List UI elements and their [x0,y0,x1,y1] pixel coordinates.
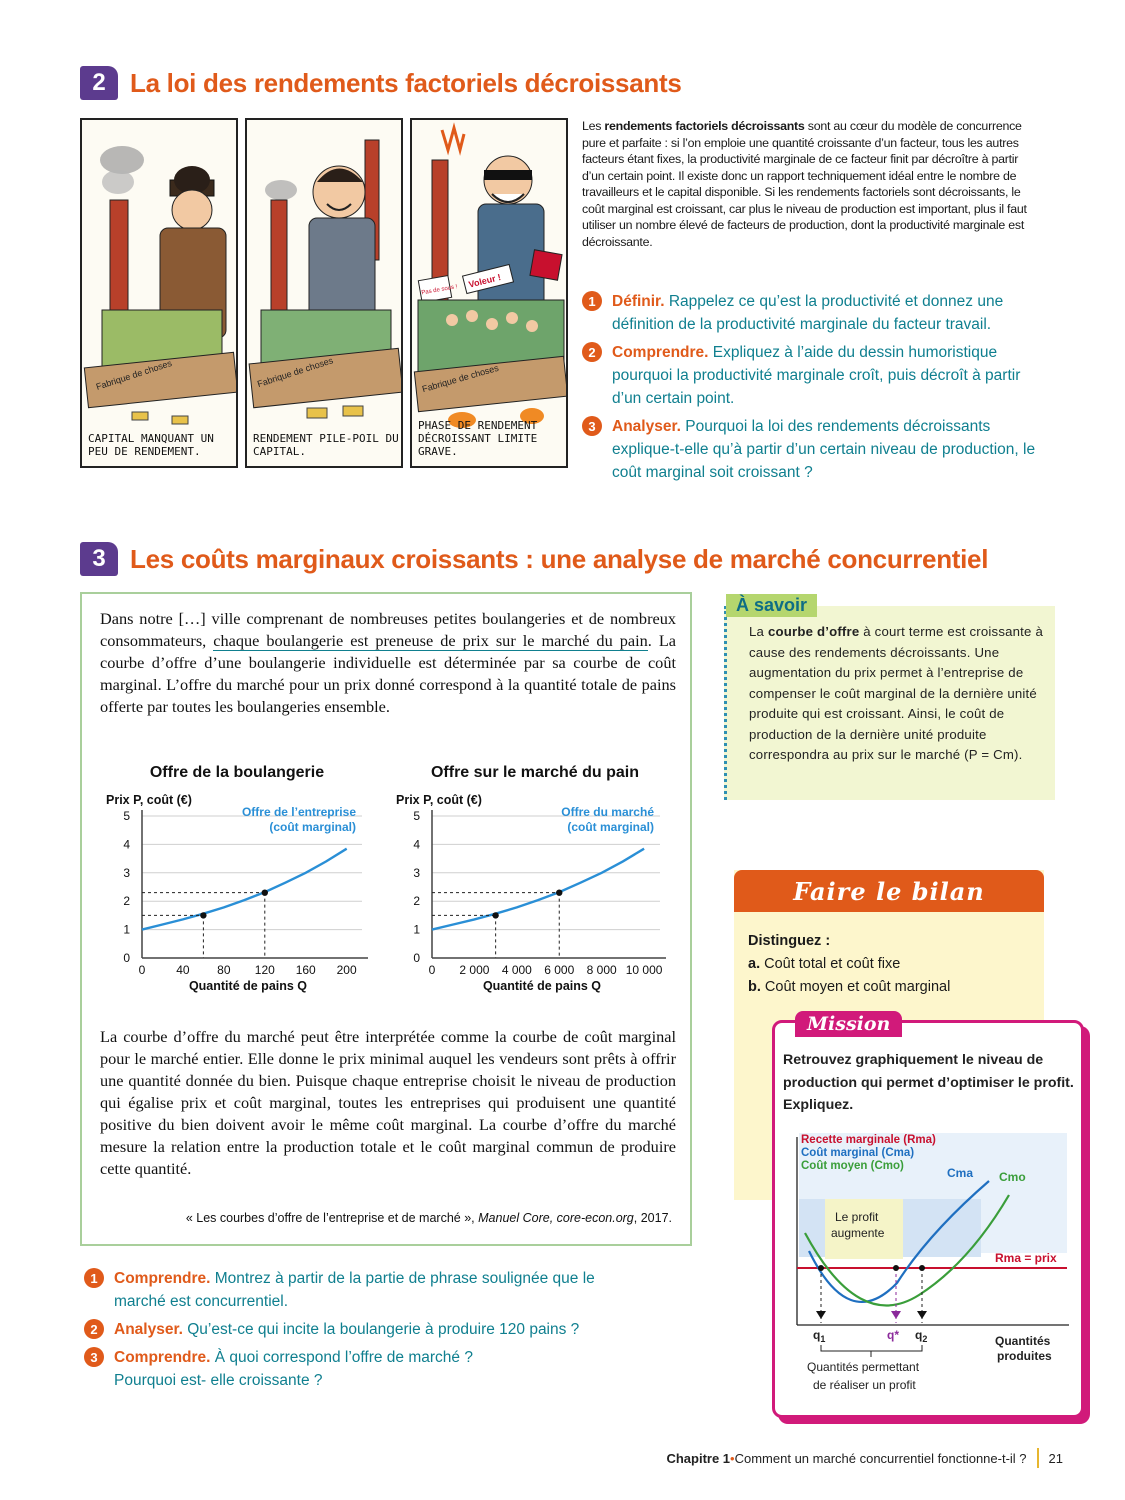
y-tick-label: 4 [123,837,130,852]
section-2-header [80,66,681,100]
intro-text-post: sont au cœur du modèle de concurrence pure et parfaite : si l’on emploie une quantité croissante d’un facteur, tous les autres facteurs étant fixes, la productivité marginale de ce facteur finit par décroître à partir d’un certain point. Il existe donc un rapport techniquement idéal entre le nombre de travailleurs et le capital disponible. Si les rendements factoriels sont décroissants, le coût marginal est croissant, car plus le niveau de production est important, plus il faut utiliser un nombre élevé de facteurs de production, dont la productivité marginale est décroissante. [582,119,1027,249]
note-line-2: de réaliser un profit [813,1378,916,1392]
cartoon-drawing-1 [82,120,238,468]
question-text: Montrez à partir de la partie de phrase soulignée que le marché est concurrentiel. [114,1270,595,1310]
section-3-questions [84,1267,604,1397]
underlined-phrase: chaque boulangerie est preneuse de prix sur le marché du pain [213,631,648,650]
cartoon-drawing-2 [247,120,403,468]
chart-2 [388,788,678,1010]
y-tick-label: 3 [123,865,130,880]
a-savoir-text [724,606,1055,800]
cartoon-panel-2 [245,118,403,468]
question-text: Expliquez à l’aide du dessin humoristique pourquoi la productivité marginale croît, puis décroît à partir d’un certain point. [612,344,1021,407]
y-tick-label: 2 [123,894,130,909]
intro-text-pre: Les [582,119,605,133]
highlight-point [200,912,206,918]
page-footer [666,1448,1063,1468]
x-tick-label: 200 [336,963,357,977]
para1-text-a: Dans notre […] ville comprenant de nombreuses petites boulangeries et de nombreux consommateurs, [100,609,676,650]
x-tick-label: 2 000 [459,963,490,977]
legend-cmo: Coût moyen (Cmo) [801,1160,904,1172]
y-tick-label: 0 [413,951,420,965]
bilan-item-text: Coût moyen et coût marginal [760,979,951,995]
document-box [80,592,692,1246]
label-profit-2: augmente [831,1226,885,1240]
x-axis-label: Quantité de pains Q [188,979,308,993]
bilan-item-text: Coût total et coût fixe [760,956,901,972]
y-tick-label: 4 [413,837,420,852]
question-number: 1 [84,1268,104,1288]
question-keyword: Définir. [612,293,665,310]
highlight-point [492,912,498,918]
supply-curve [142,849,347,930]
cartoon-strip [80,118,568,468]
section-title: La loi des rendements factoriels décroissants [130,67,682,98]
bilan-lead: Distinguez : [748,933,831,949]
x-tick-label: 6 000 [544,963,575,977]
sign-pas-de-sous: Pas de sous ! [421,284,458,297]
y-tick-label: 5 [123,809,130,823]
cartoon-caption-3: PHASE DE RENDEMENT DÉCROISSANT LIMITE GRAVE. [418,419,538,458]
x-tick-label: 0 [428,963,436,977]
source-year: , 2017. [633,1211,672,1225]
label-q1: $q_1$ [813,1328,826,1344]
legend-rma: Recette marginale (Rma) [801,1134,936,1146]
question-text: Rappelez ce qu’est la productivité et donnez une définition de la productivité marginale du facteur travail. [612,293,1004,333]
savoir-text-post: à court terme est croissante à cause des rendements décroissants. Une augmentation du prix permet à l’entreprise de compenser le coût marginal de la dernière unité produite qui est croissant. Ainsi, le coût de production de la dernière unité produite correspondra au prix sur le marché (P = Cm). [749,624,1043,762]
y-tick-label: 5 [413,809,420,823]
label-qstar: q* [887,1328,899,1342]
note-line-1: Quantités permettant [807,1360,920,1374]
question-item [582,415,1052,484]
factory-sign-3: Fabrique de choses [420,362,500,395]
cartoon-caption-1: CAPITAL MANQUANT UN PEU DE RENDEMENT. [88,432,214,458]
section-number: 2 [80,66,118,100]
y-tick-label: 1 [123,922,130,937]
mission-diagram [779,1123,1077,1413]
cartoon-drawing-3 [412,120,568,468]
cartoon-caption-2: RENDEMENT PILE-POIL DU CAPITAL. [253,432,399,458]
section-number: 3 [80,542,118,576]
chart-1-title: Offre de la boulangerie [149,764,325,781]
y-tick-label: 1 [413,922,420,937]
question-item [582,290,1052,336]
question-item [84,1267,604,1313]
source-title: Manuel Core, core-econ.org [478,1211,634,1225]
series-label: Offre de l’entreprise [241,805,356,819]
xaxis-label-2: produites [997,1349,1052,1363]
x-axis-label: Quantité de pains Q [482,979,602,993]
legend-cma: Coût marginal (Cma) [801,1147,915,1159]
bilan-title: Faire le bilan [734,870,1044,912]
a-savoir-box [718,594,1055,800]
section-3-header [80,542,988,576]
source-text: « Les courbes d’offre de l’entreprise et de marché », [185,1211,479,1225]
document-source [186,1211,672,1225]
bilan-item-letter: a. [748,956,761,972]
label-cmo: Cmo [999,1170,1026,1184]
footer-bullet: • [730,1450,735,1466]
question-number: 3 [582,416,602,436]
factory-sign-1: Fabrique de choses [94,357,174,392]
x-tick-label: 4 000 [501,963,532,977]
cartoon-panel-3 [410,118,568,468]
question-number: 1 [582,291,602,311]
question-number: 2 [84,1319,104,1339]
xaxis-label-1: Quantités [995,1334,1051,1348]
footer-separator [1037,1448,1039,1468]
question-keyword: Comprendre. [114,1349,211,1366]
y-axis-label: Prix P, coût (€) [106,793,192,807]
question-keyword: Comprendre. [612,344,709,361]
question-item [84,1346,604,1392]
y-tick-label: 2 [413,894,420,909]
highlight-point [262,889,268,895]
y-tick-label: 0 [123,951,130,965]
intro-paragraph [582,118,1042,250]
series-label: (coût marginal) [567,820,654,834]
question-number: 3 [84,1347,104,1367]
bilan-item [748,953,1030,976]
label-profit-1: Le profit [835,1210,879,1224]
y-axis-label: Prix P, coût (€) [396,793,482,807]
x-tick-label: 0 [138,963,146,977]
footer-title: Comment un marché concurrentiel fonctionne-t-il ? [734,1450,1027,1466]
x-tick-label: 10 000 [625,963,663,977]
savoir-text-pre: La [749,624,768,639]
page-number: 21 [1048,1450,1063,1466]
a-savoir-tag: À savoir [726,594,817,617]
series-label: (coût marginal) [269,820,356,834]
x-tick-label: 120 [254,963,275,977]
cartoon-panel-1 [80,118,238,468]
section-title: Les coûts marginaux croissants : une analyse de marché concurrentiel [130,543,989,574]
x-tick-label: 40 [176,963,190,977]
sign-voleur: Voleur ! [467,272,502,290]
question-text: À quoi correspond l’offre de marché ? Pourquoi est- elle croissante ? [114,1349,473,1389]
question-keyword: Analyser. [114,1321,183,1338]
question-text: Qu’est-ce qui incite la boulangerie à produire 120 pains ? [182,1321,580,1338]
chart-1 [98,788,378,1010]
label-q2: $q_2$ [915,1328,928,1344]
savoir-bold-term: courbe d’offre [767,624,860,639]
label-rma: Rma = prix [995,1251,1057,1265]
question-keyword: Comprendre. [114,1270,211,1287]
para1-text-b: . La courbe d’offre d’une boulangerie individuelle est déterminée par sa courbe de coût marginal. L’offre du marché pour un prix donné correspond à la quantité totale de pains offerte par toutes les boulangeries ensemble. [100,631,677,716]
y-tick-label: 3 [413,865,420,880]
question-keyword: Analyser. [612,418,681,435]
mission-box [772,1013,1084,1418]
x-tick-label: 80 [217,963,231,977]
label-cma: Cma [947,1166,974,1180]
mission-text: Retrouvez graphiquement le niveau de production qui permet d’optimiser le profit. Expliquez. [783,1052,1074,1113]
bilan-body [734,912,1044,999]
question-item [582,341,1052,410]
question-item [84,1318,604,1341]
question-text: Pourquoi la loi des rendements décroissants explique-t-elle qu’à partir d’un certain niveau de production, le coût marginal soit croissant ? [612,418,1036,481]
mission-tag: Mission [795,1011,902,1037]
series-label: Offre du marché [561,805,654,819]
x-tick-label: 160 [295,963,316,977]
question-number: 2 [582,342,602,362]
section-2-questions [582,290,1052,489]
bilan-item-letter: b. [748,979,761,995]
highlight-point [556,889,562,895]
footer-chapter: Chapitre 1 [666,1450,731,1466]
x-tick-label: 8 000 [586,963,617,977]
intro-bold-term: rendements factoriels décroissants [604,119,805,133]
bilan-item [748,976,1030,999]
chart-2-title: Offre sur le marché du pain [430,764,640,781]
factory-sign-2: Fabrique de choses [255,355,335,390]
document-paragraph-2: La courbe d’offre du marché peut être interprétée comme la courbe de coût marginal pour le marché entier. Elle donne le prix minimal auquel les vendeurs sont prêts à offrir une quantité donnée du bien. Puisque chaque entreprise choisit le niveau de production qui égalise prix et coût marginal, toutes les entreprises qui produisent une quantité positive du bien doivent avoir le même coût marginal. La courbe d’offre du marché mesure la relation entre la production totale et le coût marginal commun de produire cette quantité. [100,1027,676,1178]
supply-curve [432,849,644,930]
document-paragraph-1 [100,608,676,718]
